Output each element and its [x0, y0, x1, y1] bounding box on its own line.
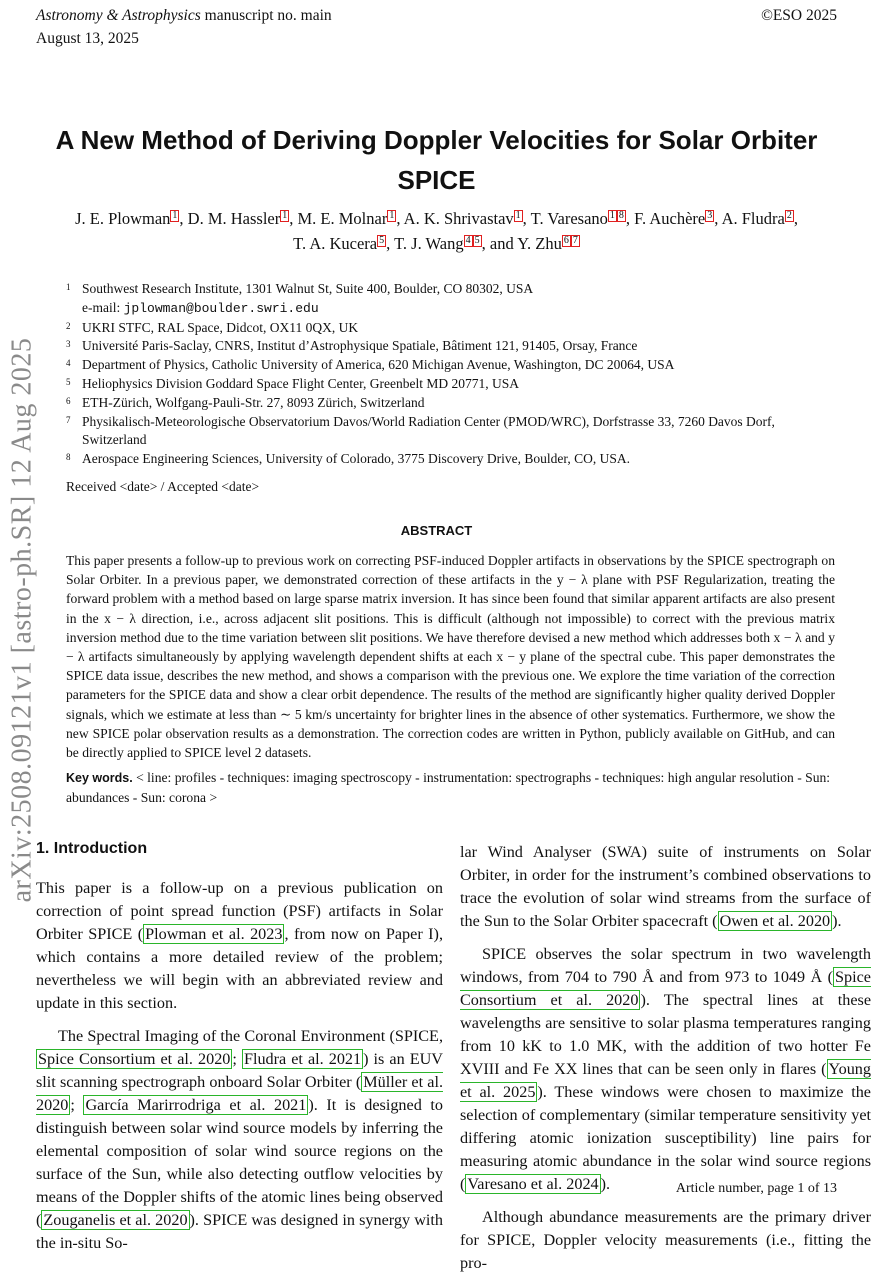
author-name: T. J. Wang [394, 234, 464, 253]
citation-link[interactable]: García Marirrodriga et al. 2021 [85, 1096, 307, 1114]
affiliation [66, 337, 823, 356]
author [634, 209, 714, 228]
received-accepted: Received <date> / Accepted <date> [66, 479, 260, 494]
affiliation-number: 2 [66, 320, 71, 331]
affiliation-ref[interactable]: 8 [618, 209, 624, 221]
affiliation-ref[interactable]: 1 [172, 209, 178, 221]
citation-link[interactable]: Varesano et al. 2024 [467, 1175, 599, 1193]
author-list: J. E. Plowman 1 , D. M. Hassler 1 , M. E. Molnar 1 , A. K. Shrivastav 1 , T. Varesano 1 8 , F. Auchère 3 , A. Fludra 2 , T. A. Kucera 5 , T. J. Wang 4 5 , and Y. Zhu 6 7 [75, 209, 798, 253]
text-run: ). [600, 1175, 611, 1193]
email-label: e-mail: [82, 299, 124, 315]
left-column [36, 877, 443, 1255]
affiliation-ref[interactable]: 1 [389, 209, 395, 221]
affiliation [66, 450, 823, 469]
affiliation-ref[interactable]: 5 [379, 234, 385, 246]
author-name: T. Varesano [530, 209, 608, 228]
citation-link[interactable]: Owen et al. 2020 [719, 912, 831, 930]
journal-name: Astronomy & Astrophysics [36, 7, 201, 24]
affiliation-ref[interactable]: 1 [515, 209, 521, 221]
affiliation-text: Southwest Research Institute, 1301 Walnut St, Suite 400, Boulder, CO 80302, USA [82, 281, 534, 296]
affiliation-ref[interactable]: 3 [707, 209, 713, 221]
text-run: ; [70, 1096, 84, 1114]
affiliation-number: 8 [66, 452, 71, 463]
text-run: lar Wind Analyser (SWA) suite of instruments on Solar Orbiter, in order for the instrument’s combined observations to trace the evolution of solar wind streams from the surface of the Sun to the Solar Orbiter spacecraft ( [460, 843, 871, 930]
affiliation [66, 375, 823, 394]
affiliation-number: 1 [66, 282, 71, 292]
text-run: , from now on Paper I), which contains a more detailed review of the problem; nevertheless we will begin with an abbreviated review and update in this section. [36, 925, 443, 1012]
affiliation-number: 5 [66, 376, 71, 387]
affiliation-ref[interactable]: 1 [282, 209, 288, 221]
paper-title: A New Method of Deriving Doppler Velocities for Solar Orbiter SPICE [55, 125, 818, 195]
text-run: The Spectral Imaging of the Coronal Environment (SPICE, [58, 1027, 443, 1045]
author [188, 209, 290, 228]
affiliation-ref[interactable]: 4 [465, 234, 471, 246]
citation-link[interactable]: Spice Consortium et al. 2020 [38, 1050, 231, 1068]
paragraph [460, 1206, 871, 1275]
author-name: A. Fludra [721, 209, 785, 228]
author [297, 209, 396, 228]
affiliations [66, 280, 823, 469]
affiliation-text: Heliophysics Division Goddard Space Flight Center, Greenbelt MD 20771, USA [82, 375, 520, 391]
affiliation-text: Université Paris-Saclay, CNRS, Institut d’Astrophysique Spatiale, Bâtiment 121, 91405, Orsay, France [82, 338, 638, 354]
paragraph [460, 943, 871, 1196]
affiliation [66, 356, 823, 375]
email-line [66, 299, 823, 319]
author [722, 209, 794, 228]
text-run: This paper is a follow-up on a previous publication on correction of point spread function (PSF) artifacts in Solar Orbiter SPICE ( [36, 879, 443, 943]
affiliation-number: 7 [66, 414, 71, 425]
abstract-heading: ABSTRACT [400, 523, 473, 538]
manuscript-number: manuscript no. main [200, 7, 332, 24]
text-run: ; [232, 1050, 242, 1068]
affiliation-ref[interactable]: 1 [609, 209, 615, 221]
author-name: J. E. Plowman [75, 209, 171, 228]
email-address[interactable]: jplowman@boulder.swri.edu [123, 300, 319, 316]
author-name: F. Auchère [634, 209, 706, 228]
header-date: August 13, 2025 [36, 30, 139, 47]
paragraph [36, 877, 443, 1015]
author [404, 209, 523, 228]
text-run: SPICE observes the solar spectrum in two wavelength windows, from 704 to 790 Å and from 973 to 1049 Å ( [460, 945, 871, 986]
arxiv-id: arXiv:2508.09121v1 [astro-ph.SR] 12 Aug 2025 [6, 337, 38, 903]
author-name: A. K. Shrivastav [403, 209, 514, 228]
affiliation-text: Physikalisch-Meteorologische Observatorium Davos/World Radiation Center (PMOD/WRC), Dorfstrasse 33, 7260 Davos Dorf, Switzerland [82, 413, 775, 448]
citation-link[interactable]: Spice Consortium et al. 2020 [460, 968, 871, 1009]
right-column [460, 841, 871, 1275]
affiliation-number: 4 [66, 358, 71, 369]
text-run: ) is an EUV slit scanning spectrograph onboard Solar Orbiter ( [36, 1050, 443, 1091]
author [293, 234, 386, 253]
text-run: ). The spectral lines at these wavelengths are sensitive to solar plasma temperatures ranging from 10 kK to 1.0 MK, with the addition of two hotter Fe XVIII and Fe XX lines that can be seen only in flares ( [460, 991, 871, 1078]
affiliation-text: UKRI STFC, RAL Space, Didcot, OX11 0QX, UK [82, 319, 359, 335]
section-title: 1. Introduction [36, 840, 148, 857]
author [394, 234, 482, 253]
paragraph [36, 1025, 443, 1255]
affiliation [66, 319, 823, 338]
author-name: Y. Zhu [517, 234, 562, 253]
text-run: ). SPICE was designed in synergy with the in-situ So- [36, 1211, 443, 1252]
text-run: ). These windows were chosen to maximize the selection of complementary (similar temperature sensitivity yet differing atomic ionization susceptibility) line pairs for measuring atomic abundance in the solar wind source regions ( [460, 1083, 871, 1193]
citation-link[interactable]: Young et al. 2025 [460, 1060, 871, 1101]
citation-link[interactable]: Plowman et al. 2023 [145, 925, 283, 943]
text-run: ). [832, 912, 842, 930]
text-run: ). It is designed to distinguish between solar wind source models by inferring the elemental composition of solar wind source regions on the surface of the Sun, while also detecting outflow velocities by means of the Doppler shifts of the atomic lines being observed ( [36, 1096, 443, 1229]
affiliation-text: Department of Physics, Catholic University of America, 620 Michigan Avenue, Washington, DC 20064, USA [82, 357, 675, 373]
affiliation-text: Aerospace Engineering Sciences, University of Colorado, 3775 Discovery Drive, Boulder, CO, USA. [82, 451, 630, 467]
author-name: D. M. Hassler [187, 209, 281, 228]
author [517, 234, 580, 253]
affiliation-ref[interactable]: 7 [572, 234, 578, 246]
affiliation-ref[interactable]: 2 [786, 209, 792, 221]
author-name: M. E. Molnar [297, 209, 388, 228]
citation-link[interactable]: Zouganelis et al. 2020 [43, 1211, 188, 1229]
keywords-label: Key words. [66, 771, 133, 785]
keywords-text: < line: profiles - techniques: imaging spectroscopy - instrumentation: spectrographs - techniques: high angular resolution - Sun: abundances - Sun: corona > [66, 770, 831, 806]
affiliation [66, 413, 823, 451]
affiliation-text: ETH-Zürich, Wolfgang-Pauli-Str. 27, 8093 Zürich, Switzerland [82, 394, 425, 410]
keywords [66, 768, 835, 807]
affiliation-ref[interactable]: 6 [563, 234, 569, 246]
citation-link[interactable]: Müller et al. 2020 [36, 1073, 443, 1114]
affiliation [66, 394, 823, 413]
citation-link[interactable]: Fludra et al. 2021 [243, 1050, 362, 1068]
running-header [36, 4, 837, 50]
affiliation-number: 6 [66, 395, 71, 406]
author [75, 209, 179, 228]
author-name: T. A. Kucera [293, 234, 378, 253]
abstract-text: This paper presents a follow-up to previous work on correcting PSF-induced Doppler artifacts in observations by the SPICE spectrograph on Solar Orbiter. In a previous paper, we demonstrated correction of these artifacts in the y − λ plane with PSF Regularization, treating the forward problem with a method based on large sparse matrix inversion. It has since been found that similar apparent artifacts are also present in the x − λ direction, i.e., across adjacent slit positions. This is difficult (although not impossible) to correct with the previous matrix inversion method due to the time variation between slit positions. We have therefore devised a new method which addresses both x − λ and y − λ artifacts simultaneously by applying wavelength dependent shifts at each x − y plane of the spectral cube. This paper demonstrates the SPICE data issue, describes the new method, and shows a comparison with the previous one. We explore the time variation of the correction parameters for the SPICE data and show a clear orbit dependence. The results of the method are significantly higher quality derived Doppler signals, which we estimate at less than ∼ 5 km/s uncertainty for brighter lines in the absence of other systematics. Furthermore, we show the new SPICE polar observation results as a demonstration. The correction codes are written in Python, publicly available on GitHub, and can be directly applied to SPICE level 2 datasets. [66, 553, 835, 761]
page-footer: Article number, page 1 of 13 [675, 1181, 837, 1196]
journal-line [36, 4, 837, 27]
copyright: ©ESO 2025 [761, 7, 837, 24]
affiliation-ref[interactable]: 5 [474, 234, 480, 246]
affiliation-number: 3 [66, 339, 71, 350]
text-run: Although abundance measurements are the primary driver for SPICE, Doppler velocity measurements (i.e., fitting the pro- [460, 1208, 871, 1272]
author [531, 209, 626, 228]
paragraph [460, 841, 871, 933]
affiliation [66, 280, 823, 299]
